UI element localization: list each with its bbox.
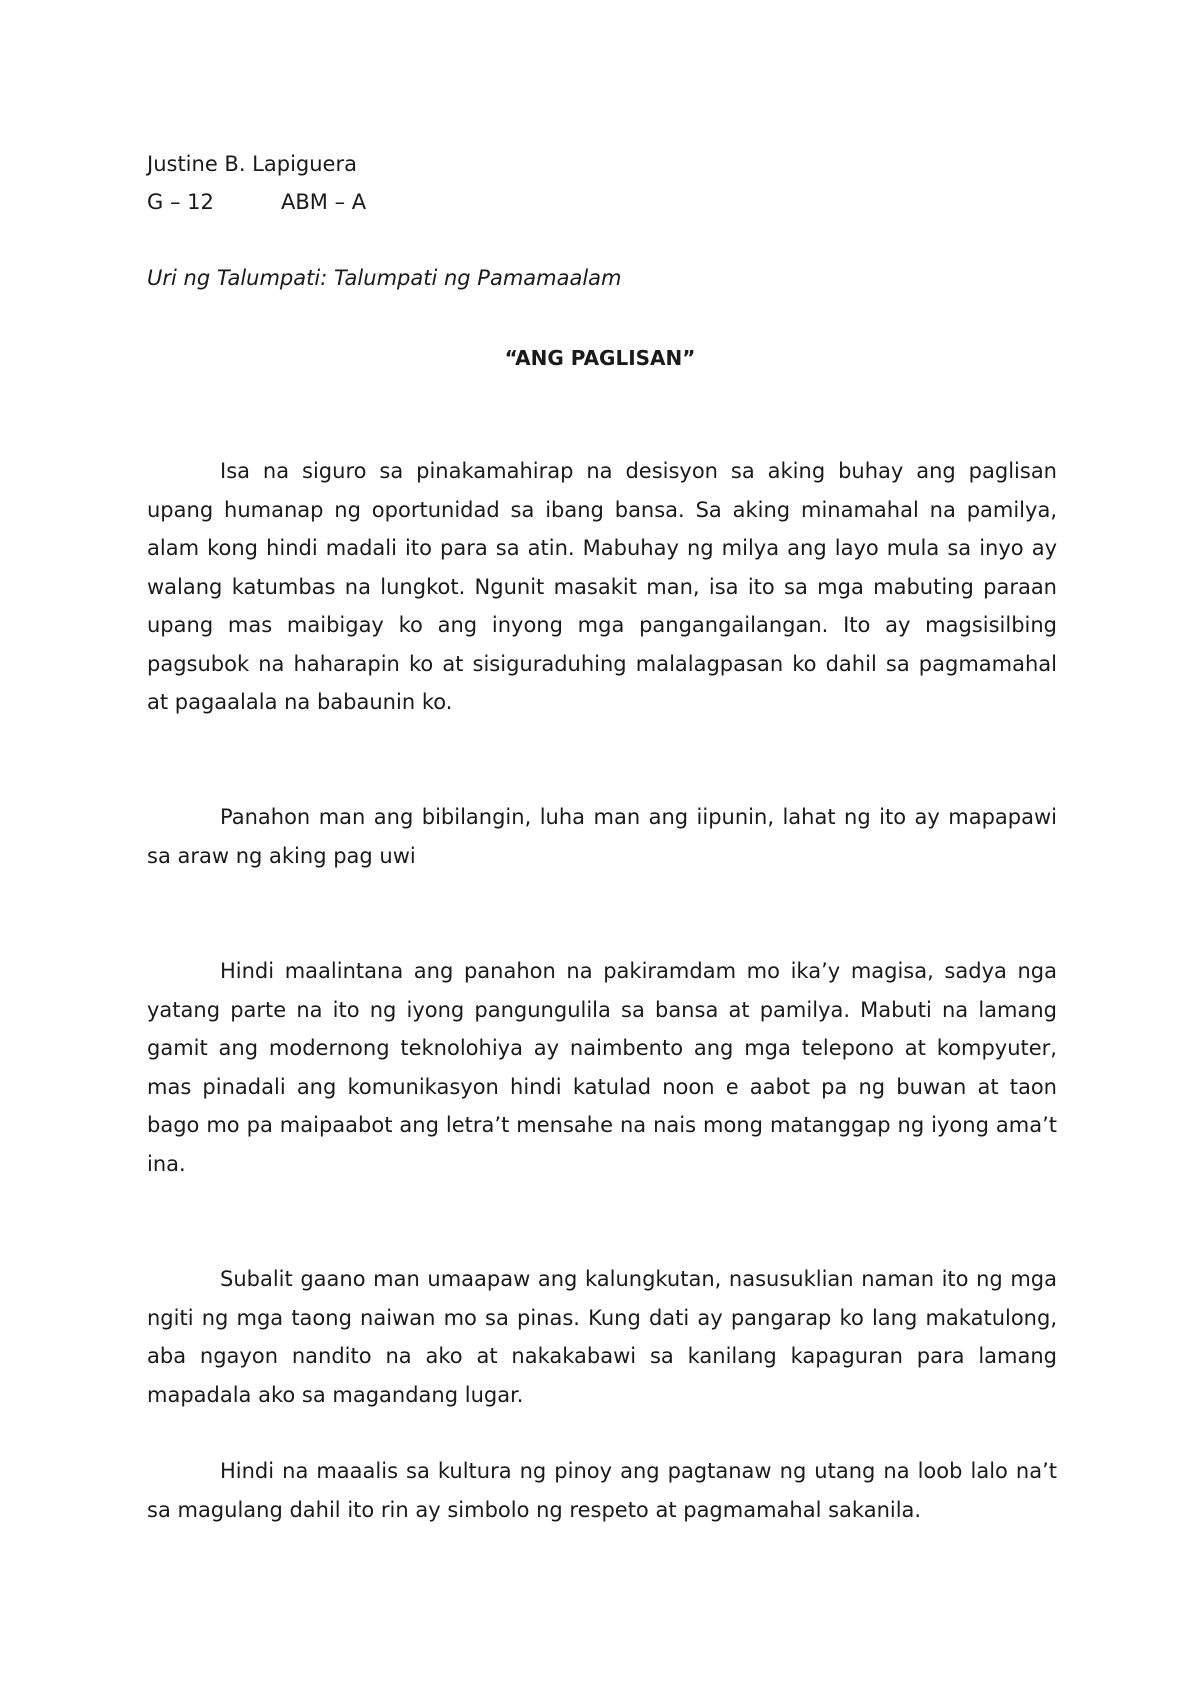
speech-title: “ANG PAGLISAN” xyxy=(504,346,696,370)
paragraph-1: Isa na siguro sa pinakamahirap na desisyon sa aking buhay ang paglisan upang humanap ng oportunidad sa ibang bansa. Sa aking minamahal na pamilya, alam kong hindi madali ito para sa atin. Mabuhay ng milya ang layo mula sa inyo ay walang katumbas na lungkot. Ngunit masakit man, isa ito sa mga mabuting paraan upang mas maibigay ko ang inyong mga pangangailangan. Ito ay magsisilbing pagsubok na haharapin ko at sisiguraduhing malalagpasan ko dahil sa pagmamahal at pagaalala na babaunin ko. xyxy=(147,459,1057,714)
paragraph-2: Panahon man ang bibilangin, luha man ang iipunin, lahat ng ito ay mapapawi sa araw ng aking pag uwi xyxy=(147,805,1057,868)
section-name: ABM – A xyxy=(281,190,367,214)
author-name: Justine B. Lapiguera xyxy=(147,152,357,176)
paragraph-4: Subalit gaano man umaapaw ang kalungkutan, nasusuklian naman ito ng mga ngiti ng mga taong naiwan mo sa pinas. Kung dati ay pangarap ko lang makatulong, aba ngayon nandito na ako at nakakabawi sa kanilang kapaguran para lamang mapadala ako sa magandang lugar. xyxy=(147,1267,1057,1407)
speech-type: Uri ng Talumpati: Talumpati ng Pamamaalam xyxy=(147,266,622,290)
paragraph-5: Hindi na maaalis sa kultura ng pinoy ang pagtanaw ng utang na loob lalo na’t sa magulang dahil ito rin ay simbolo ng respeto at pagmamahal sakanila. xyxy=(147,1459,1057,1522)
grade-section-line xyxy=(147,190,367,214)
paragraph-3: Hindi maalintana ang panahon na pakiramdam mo ika’y magisa, sadya nga yatang parte na ito ng iyong pangungulila sa bansa at pamilya. Mabuti na lamang gamit ang modernong teknolohiya ay naimbento ang mga telepono at kompyuter, mas pinadali ang komunikasyon hindi katulad noon e aabot pa ng buwan at taon bago mo pa maipaabot ang letra’t mensahe na nais mong matanggap ng iyong ama’t ina. xyxy=(147,959,1057,1176)
grade-level: G – 12 xyxy=(147,190,214,214)
